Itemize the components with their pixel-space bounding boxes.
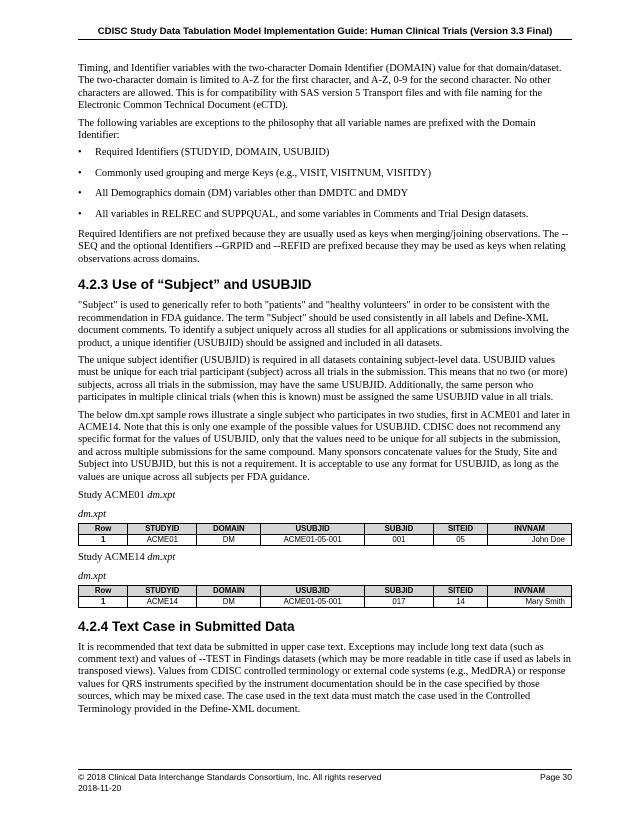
study-file-name: dm.xpt (147, 489, 176, 501)
column-header: SUBJID (364, 585, 433, 596)
list-item (78, 188, 572, 200)
column-header: USUBJID (261, 523, 365, 534)
column-header: Row (79, 585, 128, 596)
bullet-icon: • (78, 188, 82, 200)
intro-paragraph-1: Timing, and Identifier variables with the two-character Domain Identifier (DOMAIN) value for that domain/dataset. The two-character domain is limited to A-Z for the first character, and A-Z, 0-9 for the second character. No other characters are allowed. This is for compatibility with SAS version 5 Transport files and with file naming for the Electronic Common Technical Document (eCTD). (78, 63, 562, 112)
section-heading-4-2-4: 4.2.4 Text Case in Submitted Data (78, 618, 295, 634)
text-case-paragraph: It is recommended that text data be submitted in upper case text. Exceptions may include long text data (such as comment text) and values of --TEST in Findings datasets (which may be more readable in title case if used as labels in transposed views). Values from CDISC controlled terminology or external code systems (e.g., MedDRA) or response values for QRS instruments specified by the instrument documentation should be in the case specified by those sources, which may be mixed case. The case used in the text data must match the case used in the Controlled Terminology provided in the Define-XML document. (78, 641, 571, 715)
table-header-row (79, 523, 572, 534)
column-header: STUDYID (128, 585, 197, 596)
study-file-name: dm.xpt (147, 551, 176, 563)
table-cell: ACME01 (128, 534, 197, 545)
table-header-row (79, 585, 572, 596)
list-item-text: Commonly used grouping and merge Keys (e.g., VISIT, VISITNUM, VISITDY) (95, 167, 432, 179)
list-item (78, 147, 572, 159)
intro-paragraph-3: Required Identifiers are not prefixed because they are usually used as keys when merging/joining observations. The --SEQ and the optional Identifiers --GRPID and --REFID are prefixed because they may be used as keys when relating observations across domains. (78, 229, 569, 265)
table-cell: 05 (433, 534, 487, 545)
page-footer (78, 769, 572, 794)
column-header: INVNAM (488, 523, 572, 534)
column-header: STUDYID (128, 523, 197, 534)
exceptions-list (78, 147, 572, 221)
dm-table-acme01 (78, 523, 572, 546)
table-cell: 1 (79, 596, 128, 607)
table-cell: DM (197, 534, 261, 545)
table-cell: 1 (79, 534, 128, 545)
column-header: DOMAIN (197, 585, 261, 596)
column-header: INVNAM (488, 585, 572, 596)
list-item-text: All Demographics domain (DM) variables other than DMDTC and DMDY (95, 188, 409, 200)
list-item-text: All variables in RELREC and SUPPQUAL, and some variables in Comments and Trial Design datasets. (95, 208, 529, 220)
footer-date: 2018-11-20 (78, 783, 122, 793)
list-item-text: Required Identifiers (STUDYID, DOMAIN, USUBJID) (95, 147, 330, 159)
bullet-icon: • (78, 147, 82, 159)
table-cell: Mary Smith (488, 596, 572, 607)
column-header: Row (79, 523, 128, 534)
page-body (78, 63, 572, 721)
dataset-label: dm.xpt (78, 571, 106, 583)
table-cell: 001 (364, 534, 433, 545)
column-header: DOMAIN (197, 523, 261, 534)
column-header: SITEID (433, 585, 487, 596)
running-header: CDISC Study Data Tabulation Model Implementation Guide: Human Clinical Trials (Version 3.3 Final) (78, 26, 572, 40)
section-heading-4-2-3: 4.2.3 Use of “Subject” and USUBJID (78, 277, 312, 293)
list-item (78, 209, 572, 221)
page-number: Page 30 (539, 772, 572, 782)
column-header: SITEID (433, 523, 487, 534)
study-caption (78, 552, 572, 564)
dm-table-acme14 (78, 585, 572, 608)
list-item (78, 168, 572, 180)
study-caption (78, 490, 572, 502)
study-name: Study ACME01 (78, 489, 148, 501)
column-header: USUBJID (261, 585, 365, 596)
subject-paragraph-1: "Subject" is used to generically refer to both "patients" and "healthy volunteers" in order to be consistent with the recommendation in FDA guidance. The term "Subject" should be used consistently in all labels and Define-XML document comments. To identify a subject uniquely across all studies for all applications or submissions involving the product, a unique identifier (USUBJID) should be assigned and included in all datasets. (78, 300, 570, 349)
table-cell: ACME01-05-001 (261, 534, 365, 545)
bullet-icon: • (78, 167, 82, 179)
bullet-icon: • (78, 208, 82, 220)
table-cell: 017 (364, 596, 433, 607)
dataset-label: dm.xpt (78, 509, 106, 521)
table-cell: DM (197, 596, 261, 607)
table-cell: John Doe (488, 534, 572, 545)
table-cell: ACME14 (128, 596, 197, 607)
subject-paragraph-2: The unique subject identifier (USUBJID) is required in all datasets containing subject-level data. USUBJID values must be unique for each trial participant (subject) across all trials in the submission. This means that no two (or more) subjects, across all trials in the submission, may have the same USUBJID. Additionally, the same person who participates in multiple clinical trials (when this is known) must be assigned the same USUBJID value in all trials. (78, 354, 568, 404)
table-row (79, 534, 572, 545)
table-row (79, 596, 572, 607)
table-cell: ACME01-05-001 (261, 596, 365, 607)
subject-paragraph-3: The below dm.xpt sample rows illustrate a single subject who participates in two studies, first in ACME01 and later in ACME14. Note that this is only one example of the possible values for USUBJID. CDISC does not recommend any specific format for the values of USUBJID, only that the values need to be unique for all subjects in the submission, and across multiple submissions for the same compound. Many sponsors concatenate values for the Study, Site and Subject into USUBJID, but this is not a requirement. It is acceptable to use any format for USUBJID, as long as the values are unique across all subjects per FDA guidance. (78, 409, 571, 483)
column-header: SUBJID (364, 523, 433, 534)
study-name: Study ACME14 (78, 551, 148, 563)
copyright-notice: © 2018 Clinical Data Interchange Standards Consortium, Inc. All rights reserved (78, 772, 382, 782)
intro-paragraph-2: The following variables are exceptions to the philosophy that all variable names are prefixed with the Domain Identifier: (78, 117, 536, 142)
table-cell: 14 (433, 596, 487, 607)
